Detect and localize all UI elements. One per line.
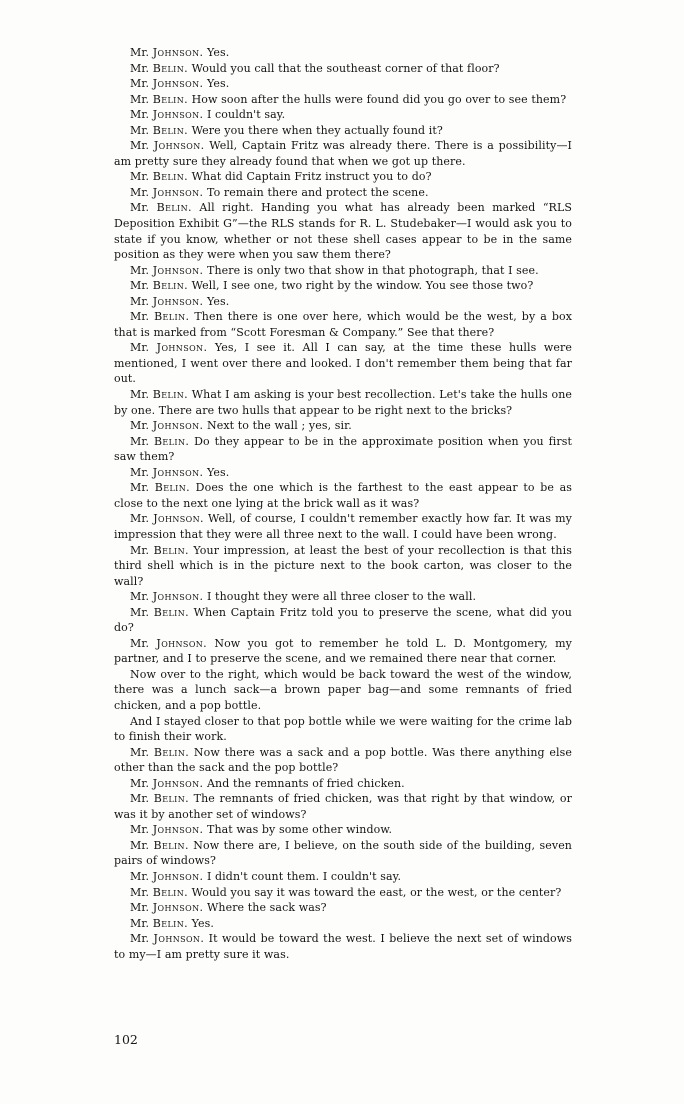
speaker-name: Johnson. [152, 776, 204, 790]
transcript-paragraph: Mr. Belin. Yes. [130, 916, 214, 930]
transcript [114, 45, 572, 962]
transcript-paragraph: Mr. Johnson. That was by some other window. [130, 823, 393, 837]
speaker-prefix: Mr. [130, 46, 153, 59]
speaker-name: Belin. [152, 61, 189, 75]
transcript-paragraph: Mr. Belin. Well, I see one, two right by the window. You see those two? [130, 279, 534, 293]
speaker-name: Belin. [154, 310, 190, 324]
speaker-prefix: Mr. [130, 481, 155, 495]
transcript-paragraph: Mr. Johnson. Yes. [130, 294, 230, 308]
transcript-paragraph: Mr. Johnson. Yes, I see it. All I can say, at the time these hulls were mentioned, I went over there and looked. I don't remember them being that far out. [114, 341, 572, 386]
transcript-paragraph: Mr. Johnson. It would be toward the west. I believe the next set of windows to my—I am pretty sure it was. [114, 932, 572, 961]
speaker-name: Belin. [153, 838, 189, 852]
speaker-prefix: Mr. [130, 108, 153, 122]
transcript-paragraph: Mr. Belin. Would you call that the southeast corner of that floor? [130, 61, 500, 75]
transcript-paragraph: Mr. Belin. What did Captain Fritz instruct you to do? [130, 170, 432, 184]
transcript-paragraph: Mr. Johnson. Well, Captain Fritz was already there. There is a possibility—I am pretty sure they already found that when we got up there. [114, 139, 572, 168]
speaker-prefix: Mr. [130, 77, 153, 91]
speaker-prefix: Mr. [130, 123, 153, 137]
speaker-prefix: Mr. [130, 885, 153, 899]
speaker-name: Johnson. [152, 590, 204, 604]
speaker-name: Johnson. [152, 869, 204, 883]
speaker-prefix: Mr. [130, 185, 153, 199]
speaker-name: Johnson. [156, 341, 208, 355]
transcript-paragraph: Mr. Johnson. I didn't count them. I couldn't say. [130, 869, 402, 883]
speaker-prefix: Mr. [130, 901, 153, 915]
transcript-paragraph: Mr. Johnson. Now you got to remember he told L. D. Montgomery, my partner, and I to preserve the scene, and we remained there near that corner. [114, 636, 572, 666]
speaker-prefix: Mr. [130, 745, 154, 759]
speaker-prefix: Mr. [130, 310, 155, 324]
speaker-prefix: Mr. [130, 201, 157, 215]
transcript-paragraph: Mr. Belin. Does the one which is the farthest to the east appear to be as close to the next one lying at the brick wall as it was? [114, 481, 572, 510]
transcript-paragraph: Mr. Belin. The remnants of fried chicken, was that right by that window, or was it by another set of windows? [114, 792, 572, 821]
speaker-prefix: Mr. [130, 512, 154, 526]
speaker-name: Johnson. [152, 419, 204, 433]
speaker-name: Johnson. [152, 46, 204, 59]
speaker-prefix: Mr. [130, 869, 153, 883]
transcript-paragraph: Mr. Belin. How soon after the hulls were found did you go over to see them? [130, 92, 567, 106]
speaker-prefix: Mr. [130, 139, 154, 153]
page-number: 102 [114, 1032, 138, 1047]
transcript-paragraph: Mr. Johnson. Where the sack was? [130, 901, 327, 915]
transcript-paragraph: Mr. Johnson. I thought they were all three closer to the wall. [130, 590, 477, 604]
speaker-prefix: Mr. [130, 92, 153, 106]
transcript-paragraph: Mr. Johnson. Yes. [130, 46, 230, 59]
transcript-paragraph: Now over to the right, which would be back toward the west of the window, there was a lunch sack—a brown paper bag—and some remnants of fried chicken, and a pop bottle. [114, 667, 572, 712]
speaker-prefix: Mr. [130, 388, 153, 402]
transcript-paragraph: Mr. Johnson. And the remnants of fried chicken. [130, 776, 405, 790]
transcript-paragraph: Mr. Belin. Do they appear to be in the approximate position when you first saw them? [114, 434, 572, 464]
speaker-name: Belin. [152, 885, 189, 899]
speaker-name: Johnson. [152, 823, 204, 837]
speaker-name: Belin. [153, 434, 190, 448]
speaker-name: Belin. [152, 916, 189, 930]
speaker-name: Johnson. [153, 512, 204, 526]
speaker-prefix: Mr. [130, 263, 153, 277]
transcript-paragraph: Mr. Belin. Now there are, I believe, on the south side of the building, seven pairs of windows? [114, 838, 572, 868]
speaker-name: Johnson. [152, 77, 204, 91]
transcript-paragraph: Mr. Johnson. Yes. [130, 77, 230, 91]
speaker-name: Johnson. [153, 139, 205, 153]
transcript-paragraph: Mr. Belin. Were you there when they actually found it? [130, 123, 443, 137]
speaker-prefix: Mr. [130, 279, 153, 293]
transcript-paragraph: Mr. Johnson. Next to the wall ; yes, sir. [130, 419, 352, 433]
speaker-prefix: Mr. [130, 590, 153, 604]
transcript-paragraph: Mr. Johnson. Yes. [130, 465, 230, 479]
transcript-paragraph: And I stayed closer to that pop bottle while we were waiting for the crime lab to finish their work. [114, 714, 572, 744]
speaker-prefix: Mr. [130, 61, 153, 75]
speaker-prefix: Mr. [130, 170, 153, 184]
speaker-prefix: Mr. [130, 341, 157, 355]
speaker-prefix: Mr. [130, 543, 154, 557]
speaker-prefix: Mr. [130, 294, 153, 308]
speaker-name: Johnson. [152, 294, 204, 308]
transcript-paragraph: Mr. Johnson. Well, of course, I couldn't remember exactly how far. It was my impression that they were all three next to the wall. I could have been wrong. [114, 512, 572, 541]
speaker-name: Johnson. [152, 185, 204, 199]
transcript-paragraph: Mr. Belin. Then there is one over here, which would be the west, by a box that is marked from “Scott Foresman & Company.” See that there? [114, 310, 572, 339]
speaker-prefix: Mr. [130, 916, 153, 930]
transcript-paragraph: Mr. Johnson. To remain there and protect the scene. [130, 185, 429, 199]
speaker-name: Johnson. [156, 636, 208, 650]
speaker-name: Belin. [152, 170, 189, 184]
speaker-name: Belin. [152, 388, 189, 402]
speaker-name: Johnson. [152, 263, 204, 277]
speaker-name: Belin. [153, 745, 190, 759]
speaker-prefix: Mr. [130, 434, 154, 448]
speaker-name: Belin. [153, 792, 190, 806]
transcript-paragraph: Mr. Belin. Your impression, at least the best of your recollection is that this third shell which is in the picture next to the book carton, was closer to the wall? [114, 543, 572, 588]
speaker-prefix: Mr. [130, 419, 153, 433]
speaker-name: Belin. [153, 605, 190, 619]
speaker-name: Belin. [154, 481, 191, 495]
transcript-paragraph: Mr. Belin. Now there was a sack and a pop bottle. Was there anything else other than the sack and the pop bottle? [114, 745, 572, 775]
speaker-prefix: Mr. [130, 792, 154, 806]
speaker-name: Belin. [156, 201, 192, 215]
speaker-name: Johnson. [152, 465, 204, 479]
speaker-prefix: Mr. [130, 776, 153, 790]
transcript-paragraph: Mr. Belin. When Captain Fritz told you to preserve the scene, what did you do? [114, 605, 572, 635]
transcript-paragraph: Mr. Belin. Would you say it was toward the east, or the west, or the center? [130, 885, 562, 899]
speaker-prefix: Mr. [130, 605, 154, 619]
speaker-name: Belin. [152, 123, 189, 137]
speaker-name: Belin. [153, 543, 189, 557]
transcript-paragraph: Mr. Belin. All right. Handing you what has already been marked “RLS Deposition Exhibit G”—the RLS stands for R. L. Studebaker—I would ask you to state if you know, whether or not these shell cases appear to be in the same position as they were when you saw them there? [114, 201, 572, 262]
transcript-paragraph: Mr. Johnson. I couldn't say. [130, 108, 286, 122]
speaker-prefix: Mr. [130, 465, 153, 479]
speaker-prefix: Mr. [130, 838, 154, 852]
speaker-prefix: Mr. [130, 636, 157, 650]
speaker-prefix: Mr. [130, 932, 154, 946]
speaker-prefix: Mr. [130, 823, 153, 837]
speaker-name: Johnson. [152, 108, 204, 122]
speaker-name: Johnson. [152, 901, 204, 915]
transcript-paragraph: Mr. Johnson. There is only two that show in that photograph, that I see. [130, 263, 539, 277]
speaker-name: Belin. [152, 279, 189, 293]
speaker-name: Johnson. [153, 932, 205, 946]
speaker-name: Belin. [152, 92, 189, 106]
transcript-paragraph: Mr. Belin. What I am asking is your best recollection. Let's take the hulls one by one. There are two hulls that appear to be right next to the bricks? [114, 388, 572, 417]
